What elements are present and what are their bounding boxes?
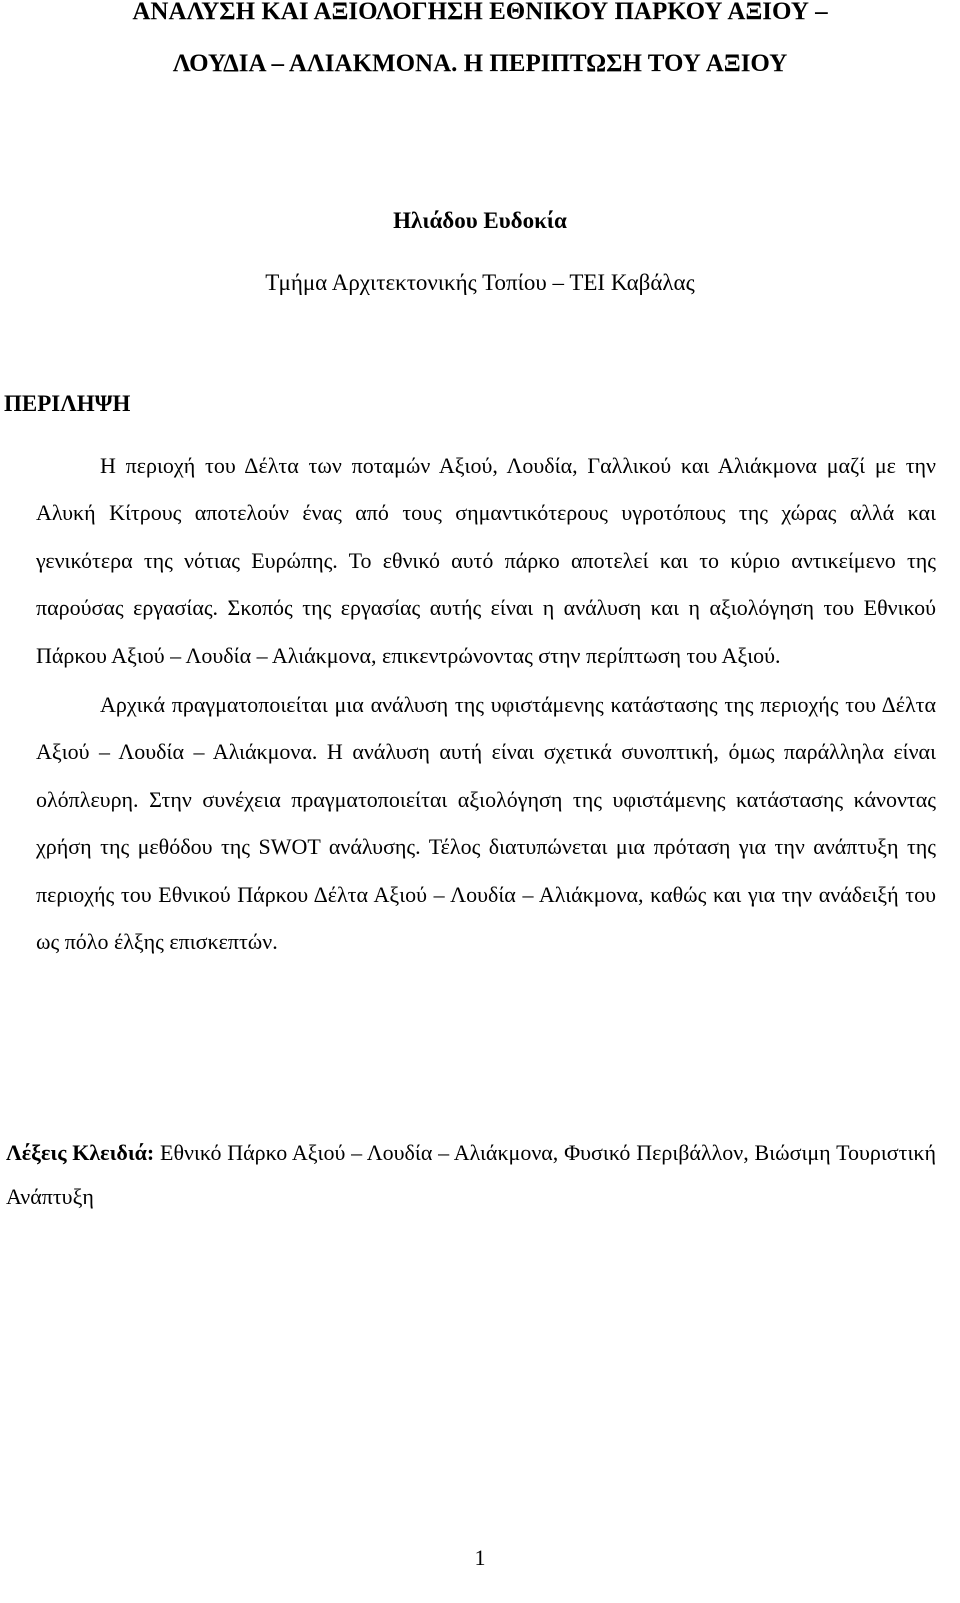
author-affiliation: Τμήμα Αρχιτεκτονικής Τοπίου – ΤΕΙ Καβάλας <box>265 270 695 295</box>
keywords-label: Λέξεις Κλειδιά: <box>6 1140 155 1165</box>
abstract-paragraph-1: Η περιοχή του Δέλτα των ποταμών Αξιού, Λουδία, Γαλλικού και Αλιάκμονα μαζί με την Αλυκή Κίτρους αποτελούν ένας από τους σημαντικότερους υγροτόπους της χώρας αλλά και γενικότερα της νότιας Ευρώπης. Το εθνικό αυτό πάρκο αποτελεί και το κύριο αντικείμενο της παρούσας εργασίας. Σκοπός της εργασίας αυτής είναι η ανάλυση και η αξιολόγηση του Εθνικού Πάρκου Αξιού – Λουδία – Αλιάκμονα, επικεντρώνοντας στην περίπτωση του Αξιού. <box>36 453 936 668</box>
keywords-text: Εθνικό Πάρκο Αξιού – Λουδία – Αλιάκμονα, Φυσικό Περιβάλλον, Βιώσιμη Τουριστική Ανάπτυξη <box>6 1140 936 1209</box>
paper-title <box>0 0 960 90</box>
abstract-paragraph-2: Αρχικά πραγματοποιείται μια ανάλυση της υφιστάμενης κατάστασης της περιοχής του Δέλτα Αξιού – Λουδία – Αλιάκμονα. Η ανάλυση αυτή είναι σχετικά συνοπτική, όμως παράλληλα είναι ολόπλευρη. Στην συνέχεια πραγματοποιείται αξιολόγηση της υφιστάμενης κατάστασης κάνοντας χρήση της μεθόδου της SWOT ανάλυσης. Τέλος διατυπώνεται μια πρόταση για την ανάπτυξη της περιοχής του Εθνικού Πάρκου Δέλτα Αξιού – Λουδία – Αλιάκμονα, καθώς και για την ανάδειξή του ως πόλο έλξης επισκεπτών. <box>36 692 936 955</box>
page-number: 1 <box>474 1545 486 1570</box>
paper-title-line-1: ΑΝΑΛΥΣΗ ΚΑΙ ΑΞΙΟΛΟΓΗΣΗ ΕΘΝΙΚΟΥ ΠΑΡΚΟΥ ΑΞΙΟΥ – <box>132 0 828 25</box>
paper-title-line-2: ΛΟΥΔΙΑ – ΑΛΙΑΚΜΟΝΑ. Η ΠΕΡΙΠΤΩΣΗ ΤΟΥ ΑΞΙΟΥ <box>172 50 788 77</box>
author-name: Ηλιάδου Ευδοκία <box>393 208 567 233</box>
abstract-heading: ΠΕΡΙΛΗΨΗ <box>4 391 131 416</box>
keywords <box>6 1131 936 1219</box>
abstract-body <box>36 442 936 965</box>
